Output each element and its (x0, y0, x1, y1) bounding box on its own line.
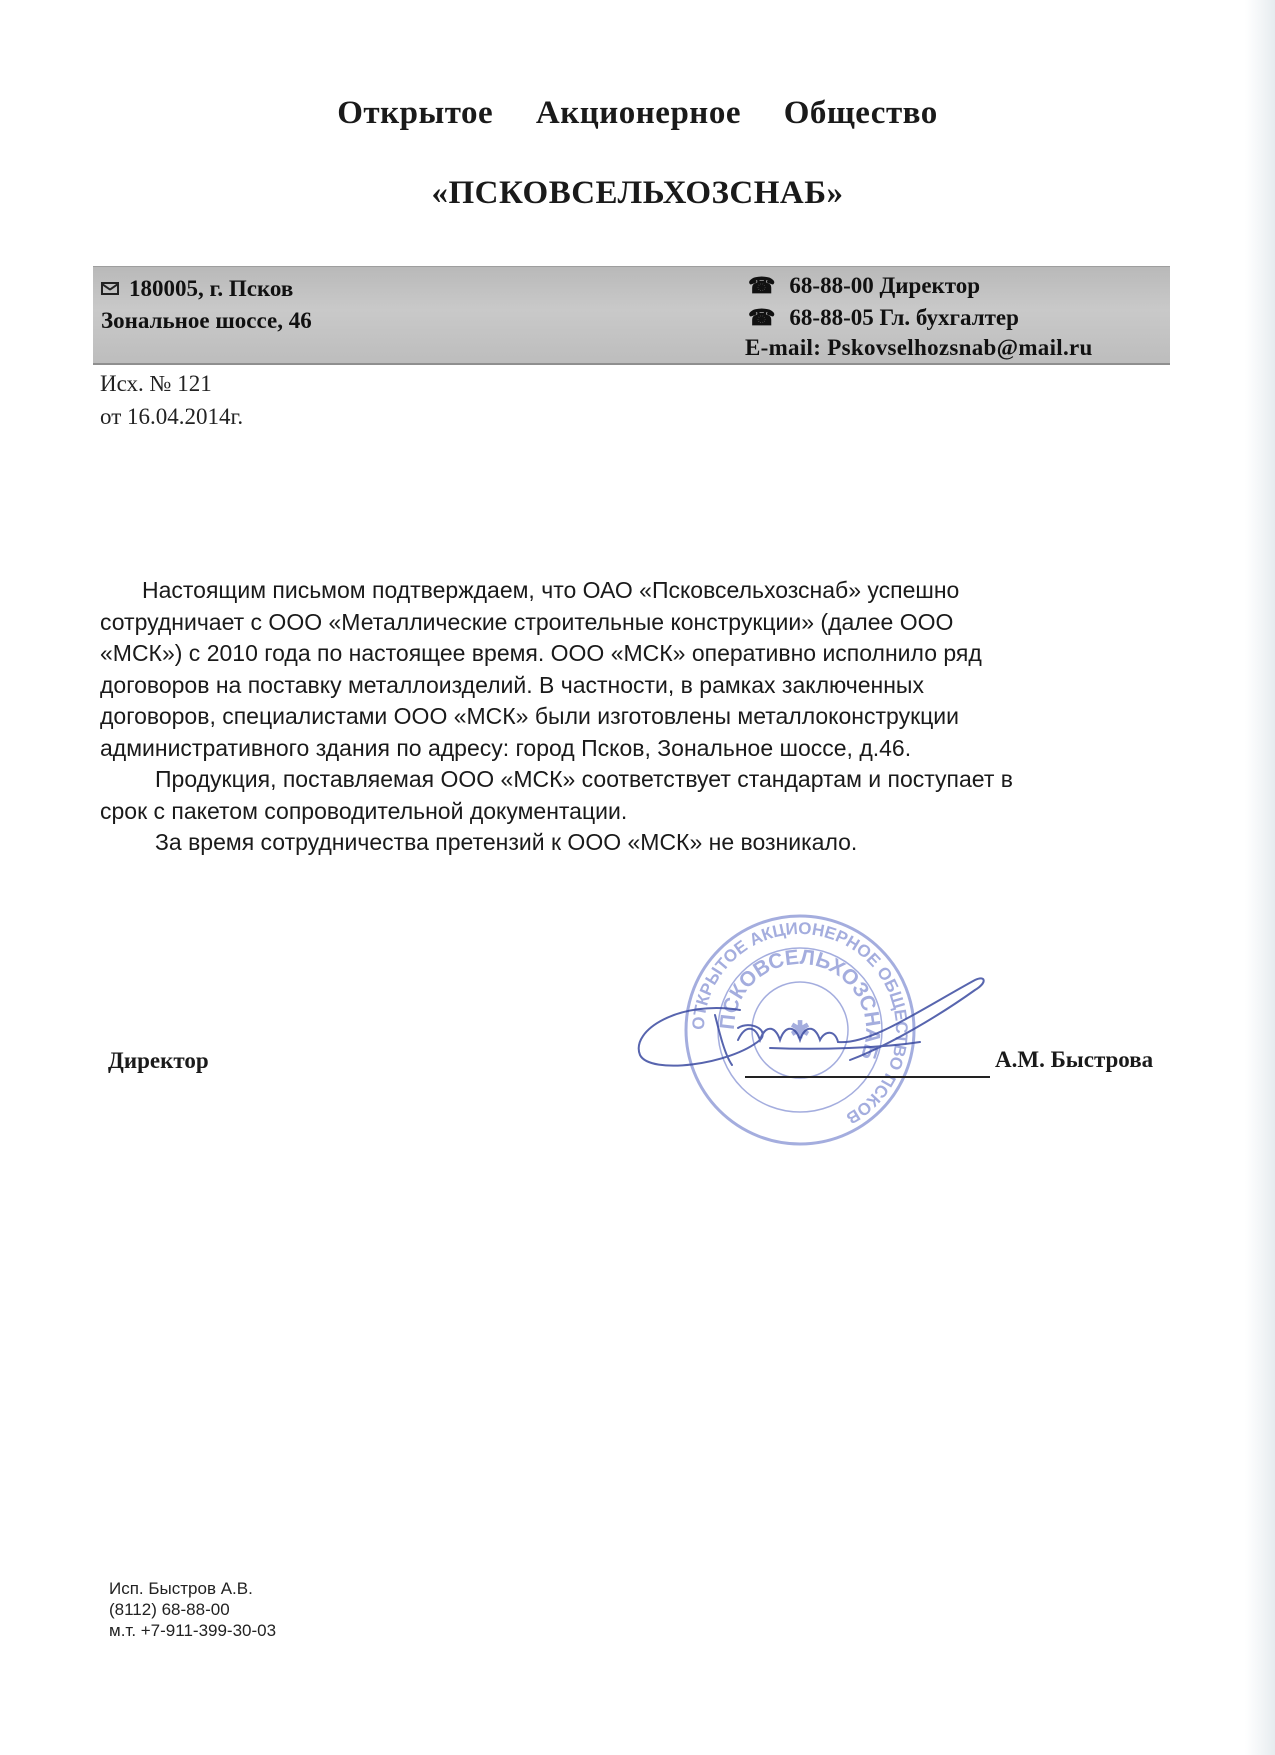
signature-line (745, 1076, 990, 1078)
body-line: сотрудничает с ООО «Металлические строительные конструкции» (далее ООО (100, 608, 954, 635)
org-type-title: Открытое Акционерное Общество (337, 95, 938, 131)
body-line: договоров, специалистами ООО «МСК» были изготовлены металлоконструкции (100, 703, 959, 729)
org-name-title: «ПСКОВСЕЛЬХОЗСНАБ» (431, 175, 844, 211)
stamp-inner-text: ПСКОВСЕЛЬХОЗСНАБ (715, 945, 885, 1063)
address-line-2: Зональное шоссе, 46 (101, 308, 312, 333)
address-line-1 (101, 276, 293, 302)
signatory-title: Директор (108, 1048, 209, 1073)
body-line: срок с пакетом сопроводительной документации. (100, 797, 628, 824)
body-line: Продукция, поставляемая ООО «МСК» соответствует стандартам и поступает в (155, 766, 1013, 792)
body-line: За время сотрудничества претензий к ООО «МСК» не возникало. (155, 829, 858, 855)
telephone-icon: ☎ (748, 273, 776, 298)
phone-accountant: 68-88-05 Гл. бухгалтер (789, 305, 1019, 330)
body-line: административного здания по адресу: город Псков, Зональное шоссе, д.46. (100, 734, 912, 761)
phone-accountant-row (748, 305, 1019, 331)
signature-block (100, 1048, 1190, 1088)
executor-mobile: м.т. +7-911-399-30-03 (109, 1621, 277, 1640)
letter-date: от 16.04.2014г. (100, 404, 244, 429)
outgoing-number: Исх. № 121 (100, 371, 212, 396)
body-line: Настоящим письмом подтверждаем, что ОАО «Псковсельхозснаб» успешно (142, 577, 960, 603)
body-line: договоров на поставку металлоизделий. В частности, в рамках заключенных (100, 671, 924, 698)
telephone-icon: ☎ (748, 305, 776, 330)
scan-page-edge (1245, 0, 1275, 1755)
email-address: E-mail: Pskovselhozsnab@mail.ru (745, 335, 1093, 360)
svg-text:✱: ✱ (789, 1017, 811, 1044)
executor-info (109, 1578, 276, 1641)
letter-body (100, 575, 1175, 859)
phone-director-row (748, 273, 980, 299)
body-line: «МСК») с 2010 года по настоящее время. ООО «МСК» оперативно исполнило ряд (100, 640, 982, 666)
envelope-icon (101, 282, 119, 295)
phone-director: 68-88-00 Директор (789, 273, 981, 298)
address-postal: 180005, г. Псков (129, 276, 294, 301)
signatory-name: А.М. Быстрова (995, 1047, 1154, 1072)
letterhead-contact-band (93, 266, 1170, 365)
executor-phone: (8112) 68-88-00 (109, 1600, 230, 1619)
executor-name: Исп. Быстров А.В. (109, 1579, 253, 1598)
stamp-outer-text: ОТКРЫТОЕ АКЦИОНЕРНОЕ ОБЩЕСТВО ПСКОВ (688, 918, 912, 1128)
